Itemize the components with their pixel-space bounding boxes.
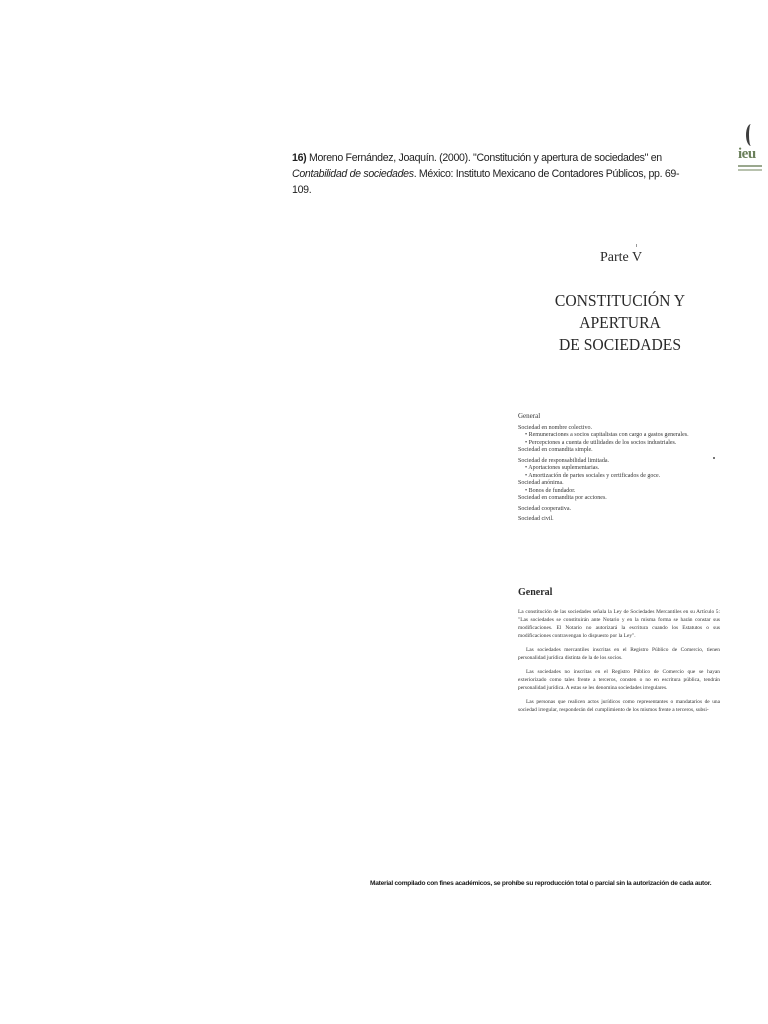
logo-subtitle-line (738, 165, 762, 167)
toc-entry: • Remuneraciones a socios capitalistas con cargo a gastos generales. (525, 432, 689, 438)
toc-entry: • Aportaciones suplementarias. (525, 465, 600, 471)
section-body (518, 608, 720, 720)
logo-text: ieu (738, 146, 756, 162)
body-paragraph: Las sociedades no inscritas en el Registro Público de Comercio que se hayan exteriorizado como tales frente a terceros, consten o no en escritura pública, tendrán personalidad jurídica. A estas se les denomina sociedades irregulares. (518, 669, 720, 691)
toc-entry: Sociedad en nombre colectivo. (518, 424, 592, 431)
body-paragraph: La constitución de las sociedades señala la Ley de Sociedades Mercantiles en su Artículo 5: "Las sociedades se constituirán ante Notario y en la misma forma se harán constar sus modificaciones. El Notario no autorizará la escritura cuando los Estatutos o sus modificaciones contravengan lo dispuesto por la Ley". (518, 609, 720, 639)
chapter-title-line: DE SOCIEDADES (558, 335, 682, 354)
citation-book-title: Contabilidad de sociedades (292, 168, 414, 180)
toc-entry: Sociedad anónima. (518, 480, 564, 486)
logo-subtitle-line (738, 169, 762, 171)
citation-authors: Moreno Fernández, Joaquín. (2000). "Constitución y apertura de sociedades" en (306, 152, 662, 164)
toc-entry: • Bonos de fundador. (525, 487, 576, 494)
toc-entry: • Amortización de partes sociales y certificados de goce. (525, 472, 661, 479)
chapter-title (521, 290, 720, 356)
section-heading: General (518, 587, 553, 598)
toc-entry: Sociedad de responsabilidad limitada. (518, 457, 609, 464)
part-label: Parte V (600, 250, 643, 265)
page-mark (636, 244, 637, 247)
logo-leaf-icon (746, 124, 756, 146)
citation (292, 150, 690, 198)
body-paragraph: Las sociedades mercantiles inscritas en el Registro Público de Comercio, tienen personalidad jurídica distinta de la de los socios. (518, 647, 720, 661)
citation-number: 16) (292, 152, 307, 164)
footer-notice: Material compilado con fines académicos, se prohíbe su reproducción total o parcial sin la autorización de cada autor. (370, 880, 712, 887)
page-mark (713, 457, 715, 459)
toc-entry: Sociedad en comandita simple. (518, 447, 593, 453)
chapter-title-line: CONSTITUCIÓN Y APERTURA (554, 291, 686, 332)
body-paragraph: Las personas que realicen actos jurídicos como representantes o mandatarios de una sociedad irregular, responderán del cumplimiento de los mismos frente a terceros, subsi- (518, 699, 720, 713)
toc-entry: • Percepciones a cuenta de utilidades de los socios industriales. (525, 439, 677, 446)
toc-entry: Sociedad civil. (518, 516, 554, 522)
citation-publisher: . México: Instituto Mexicano de Contadores Públicos, pp. 69-109. (292, 168, 680, 196)
ieu-logo (736, 124, 764, 176)
toc-entry: Sociedad cooperativa. (518, 505, 571, 512)
table-of-contents (518, 413, 728, 524)
toc-entry: Sociedad en comandita por acciones. (518, 495, 607, 501)
toc-heading: General (518, 412, 541, 420)
